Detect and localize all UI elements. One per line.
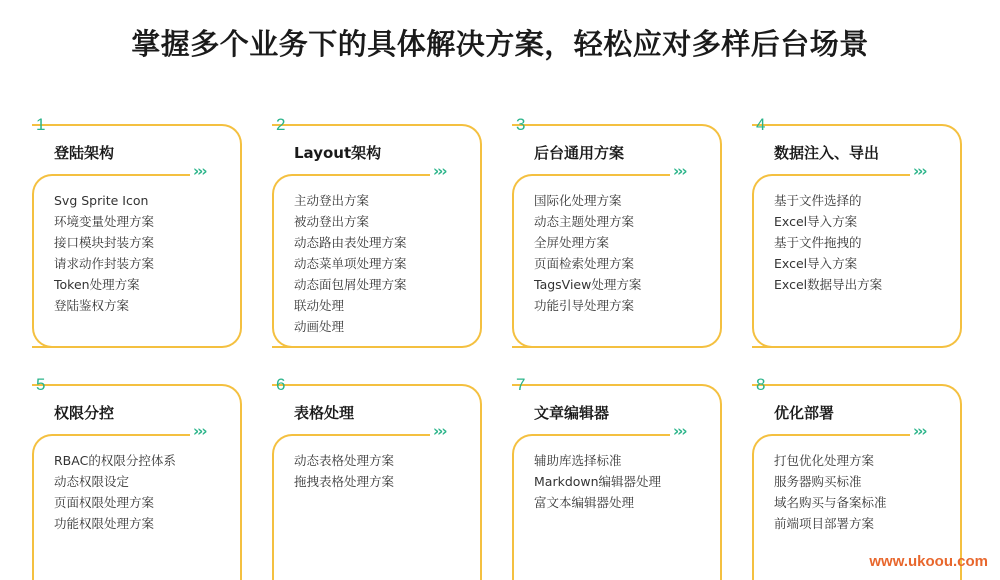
card-heading: 数据注入、导出	[774, 144, 880, 162]
list-item: 页面权限处理方案	[54, 495, 155, 510]
card-heading: 权限分控	[54, 404, 115, 422]
list-item: 接口模块封装方案	[54, 235, 155, 250]
card-heading: Layout架构	[294, 144, 382, 162]
card-number: 2	[276, 115, 286, 134]
list-item: 请求动作封装方案	[54, 256, 155, 271]
list-item: 全屏处理方案	[534, 235, 610, 250]
list-item: 域名购买与备案标准	[774, 495, 887, 510]
card-item-list	[774, 190, 882, 295]
card-item-list	[534, 190, 641, 316]
list-item: 登陆鉴权方案	[54, 298, 130, 313]
list-item: 环境变量处理方案	[54, 214, 155, 229]
card-number: 8	[756, 375, 766, 394]
card-heading: 表格处理	[294, 404, 355, 422]
solution-card	[752, 115, 962, 354]
list-item: TagsView处理方案	[534, 277, 642, 292]
card-heading: 后台通用方案	[534, 144, 625, 162]
triple-chevron-icon: ›››	[670, 162, 689, 180]
card-number: 6	[276, 375, 286, 394]
list-item: 拖拽表格处理方案	[294, 474, 395, 489]
list-item: 动态面包屑处理方案	[294, 277, 407, 292]
card-heading: 文章编辑器	[534, 404, 610, 422]
list-item: Token处理方案	[54, 277, 140, 292]
triple-chevron-icon: ›››	[670, 422, 689, 440]
solution-card	[752, 375, 962, 580]
solution-card	[32, 375, 242, 580]
list-item: Excel数据导出方案	[774, 277, 883, 292]
card-number: 5	[36, 375, 46, 394]
triple-chevron-icon: ›››	[430, 162, 449, 180]
card-number: 3	[516, 115, 526, 134]
card-number: 4	[756, 115, 766, 134]
list-item: 主动登出方案	[294, 193, 370, 208]
card-number: 1	[36, 115, 46, 134]
list-item: 动态主题处理方案	[534, 214, 635, 229]
triple-chevron-icon: ›››	[910, 162, 929, 180]
page-title: 掌握多个业务下的具体解决方案，轻松应对多样后台场景	[131, 27, 869, 61]
list-item: Excel导入方案	[774, 256, 858, 271]
watermark: www.ukoou.com	[869, 553, 988, 570]
triple-chevron-icon: ›››	[190, 162, 209, 180]
list-item: Excel导入方案	[774, 214, 858, 229]
solution-card	[272, 115, 482, 354]
card-heading: 优化部署	[774, 404, 835, 422]
list-item: Markdown编辑器处理	[534, 474, 662, 489]
solution-card	[32, 115, 242, 354]
list-item: 基于文件选择的	[774, 193, 862, 208]
card-item-list	[54, 190, 154, 316]
list-item: 动态菜单项处理方案	[294, 256, 407, 271]
list-item: 页面检索处理方案	[534, 256, 635, 271]
triple-chevron-icon: ›››	[910, 422, 929, 440]
card-number: 7	[516, 375, 526, 394]
card-heading: 登陆架构	[54, 144, 115, 162]
list-item: 被动登出方案	[294, 214, 370, 229]
triple-chevron-icon: ›››	[190, 422, 209, 440]
list-item: 富文本编辑器处理	[534, 495, 635, 510]
card-item-list	[294, 190, 407, 337]
solution-card	[272, 375, 482, 580]
list-item: 功能引导处理方案	[534, 298, 635, 313]
card-item-list	[534, 450, 661, 513]
list-item: 基于文件拖拽的	[774, 235, 862, 250]
list-item: 前端项目部署方案	[774, 516, 875, 531]
list-item: 联动处理	[294, 298, 345, 313]
card-item-list	[774, 450, 887, 534]
card-item-list	[294, 450, 394, 492]
triple-chevron-icon: ›››	[430, 422, 449, 440]
solution-card	[512, 375, 722, 580]
list-item: Svg Sprite Icon	[54, 193, 149, 208]
list-item: 动态表格处理方案	[294, 453, 395, 468]
list-item: 动态权限设定	[54, 474, 130, 489]
list-item: 国际化处理方案	[534, 193, 622, 208]
list-item: 动画处理	[294, 319, 345, 334]
list-item: 动态路由表处理方案	[294, 235, 407, 250]
list-item: 功能权限处理方案	[54, 516, 155, 531]
list-item: RBAC的权限分控体系	[54, 453, 176, 468]
list-item: 打包优化处理方案	[774, 453, 875, 468]
list-item: 服务器购买标准	[774, 474, 862, 489]
list-item: 辅助库选择标准	[534, 453, 622, 468]
card-item-list	[54, 450, 176, 534]
solution-card	[512, 115, 722, 354]
